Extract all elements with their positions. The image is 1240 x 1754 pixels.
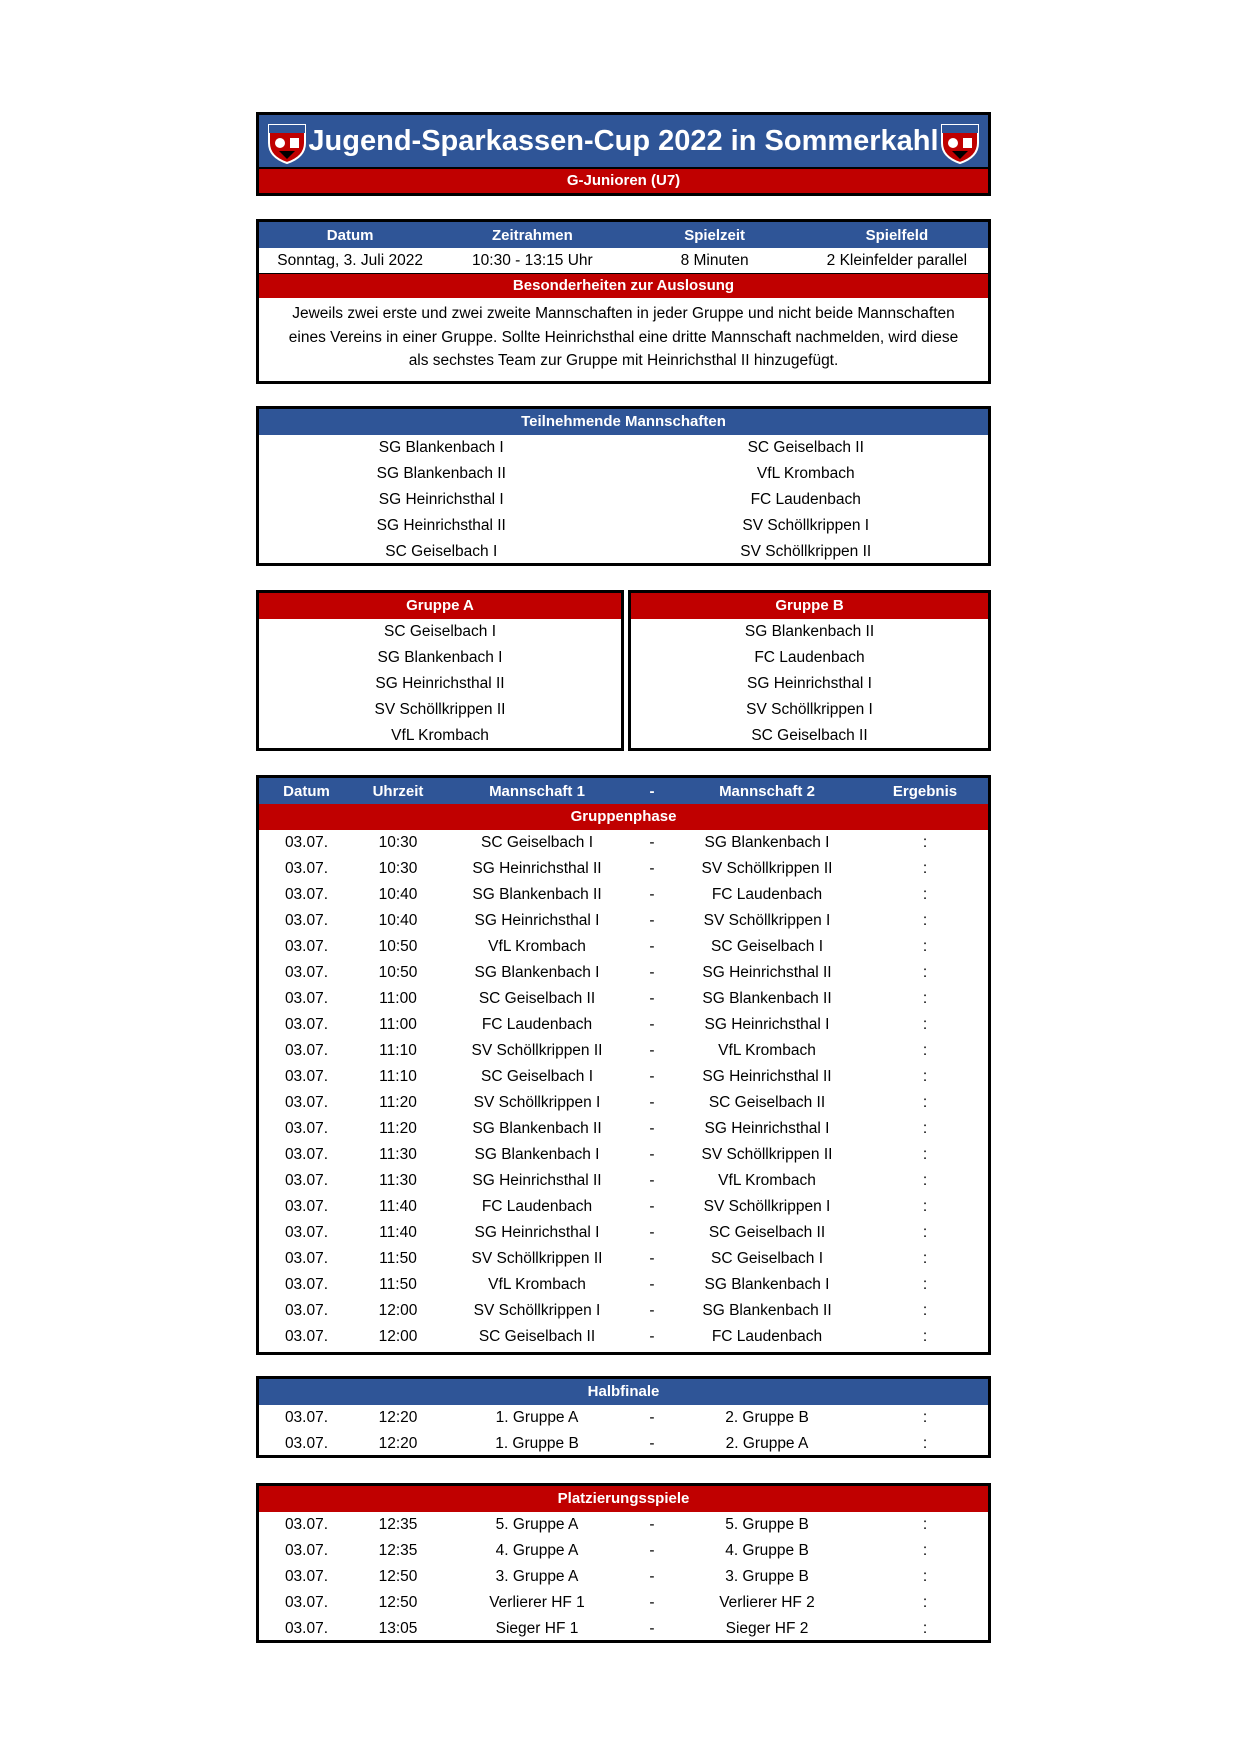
match-team2: 3. Gruppe B [725,1568,809,1585]
match-date: 03.07. [284,860,329,877]
teams-title: Teilnehmende Mannschaften [259,409,988,435]
match-date: 03.07. [284,1620,329,1637]
match-team2: SG Heinrichsthal I [704,1120,830,1137]
match-team1: SC Geiselbach I [481,834,593,851]
match-result: : [922,1068,928,1085]
match-time: 10:30 [378,834,418,851]
match-row [259,1616,988,1642]
match-team1: SG Blankenbach II [472,1120,602,1137]
match-team1: SG Blankenbach II [472,886,602,903]
match-date: 03.07. [284,1146,329,1163]
match-team1: 3. Gruppe A [495,1568,579,1585]
match-time: 10:40 [378,886,418,903]
match-row [259,1064,988,1090]
group-a-list [259,619,621,749]
info-header-field: Spielfeld [865,226,929,244]
match-team2: Verlierer HF 2 [719,1594,815,1611]
match-dash: - [649,1594,655,1611]
match-time: 11:40 [379,1198,417,1215]
match-team1: 4. Gruppe A [495,1542,579,1559]
match-team1: SG Blankenbach I [474,964,600,981]
match-dash: - [649,1120,655,1137]
match-row [259,1405,988,1431]
match-row [259,1012,988,1038]
match-team1: SC Geiselbach I [481,1068,593,1085]
schedule-header-row [259,778,988,804]
match-date: 03.07. [284,990,329,1007]
title-box [256,112,991,196]
match-date: 03.07. [284,1042,329,1059]
match-row [259,1538,988,1564]
placement-match-list [259,1512,988,1642]
group-a-box [256,590,624,751]
match-row [259,1272,988,1298]
team-name: SC Geiselbach II [747,439,864,456]
match-time: 10:40 [378,912,418,929]
match-team2: SV Schöllkrippen I [703,1198,831,1215]
match-dash: - [649,1094,655,1111]
match-row [259,1142,988,1168]
group-b-team: FC Laudenbach [754,649,865,666]
special-line: eines Vereins in einer Gruppe. Sollte Heinrichsthal eine dritte Mannschaft nachmelden, wird diese [288,328,959,346]
semifinal-title: Halbfinale [259,1379,988,1405]
match-date: 03.07. [284,1016,329,1033]
team-name: SV Schöllkrippen I [742,517,870,534]
group-b-title: Gruppe B [631,593,988,619]
group-b-team: SV Schöllkrippen I [746,701,873,718]
group-b-team: SC Geiselbach II [751,727,868,744]
match-team1: SC Geiselbach II [478,1328,596,1345]
match-date: 03.07. [284,1409,329,1426]
match-date: 03.07. [284,964,329,981]
match-team1: SV Schöllkrippen II [471,1250,603,1267]
match-team2: 5. Gruppe B [725,1516,809,1533]
special-title: Besonderheiten zur Auslosung [259,274,988,298]
match-dash: - [649,964,655,981]
match-time: 12:50 [378,1594,418,1611]
match-time: 11:50 [379,1250,417,1267]
match-row [259,882,988,908]
info-box [256,219,991,384]
match-team2: FC Laudenbach [711,1328,823,1345]
match-team2: Sieger HF 2 [725,1620,809,1637]
match-dash: - [649,1435,655,1452]
group-a-team: SV Schöllkrippen II [374,701,506,718]
match-time: 11:30 [379,1146,417,1163]
info-header-row [259,222,988,248]
match-result: : [922,912,928,929]
match-team2: SG Blankenbach I [704,834,830,851]
group-a-team: SG Heinrichsthal II [375,675,505,692]
match-team2: SG Blankenbach II [702,1302,832,1319]
special-text [259,298,988,377]
match-time: 13:05 [378,1620,418,1637]
match-team1: SG Heinrichsthal I [474,1224,600,1241]
match-team2: 2. Gruppe A [725,1435,809,1452]
group-match-list [259,830,988,1350]
match-date: 03.07. [284,1542,329,1559]
match-date: 03.07. [284,1568,329,1585]
special-line: Jeweils zwei erste und zwei zweite Mannschaften in jeder Gruppe und nicht beide Mannschaften [292,305,955,322]
info-date: Sonntag, 3. Juli 2022 [277,251,423,269]
info-header-timeframe: Zeitrahmen [491,226,573,244]
match-team1: SV Schöllkrippen I [473,1302,601,1319]
team-name: SG Heinrichsthal I [378,491,504,508]
match-time: 12:20 [378,1409,418,1426]
match-row [259,908,988,934]
match-row [259,1298,988,1324]
group-b-box [628,590,991,751]
header-team2: Mannschaft 2 [719,782,815,800]
match-dash: - [649,938,655,955]
match-team2: 2. Gruppe B [725,1409,809,1426]
match-date: 03.07. [284,1302,329,1319]
match-dash: - [649,1542,655,1559]
match-date: 03.07. [284,1120,329,1137]
team-name: FC Laudenbach [750,491,861,508]
match-dash: - [649,912,655,929]
match-time: 12:00 [378,1302,418,1319]
header-time: Uhrzeit [372,782,424,800]
match-team2: SC Geiselbach I [711,1250,823,1267]
subtitle: G-Junioren (U7) [259,169,988,193]
page-title: Jugend-Sparkassen-Cup 2022 in Sommerkahl [308,124,939,157]
match-date: 03.07. [284,1276,329,1293]
match-team1: SC Geiselbach II [478,990,596,1007]
match-result: : [922,1568,928,1585]
match-time: 11:50 [379,1276,417,1293]
match-result: : [922,964,928,981]
match-row [259,856,988,882]
match-result: : [922,1594,928,1611]
match-team1: VfL Krombach [488,938,586,955]
match-time: 12:50 [378,1568,418,1585]
match-result: : [922,1302,928,1319]
match-time: 11:40 [379,1224,417,1241]
info-timeframe: 10:30 - 13:15 Uhr [472,251,593,269]
match-time: 10:50 [378,938,418,955]
match-date: 03.07. [284,938,329,955]
match-dash: - [649,1409,655,1426]
match-team1: SG Heinrichsthal II [472,1172,602,1189]
team-name: VfL Krombach [756,465,855,482]
teams-left-column [259,435,624,565]
semifinal-box [256,1376,991,1458]
match-dash: - [649,1042,655,1059]
match-dash: - [649,1516,655,1533]
match-result: : [922,1276,928,1293]
match-row [259,1116,988,1142]
teams-grid [259,435,988,565]
match-team2: SG Heinrichsthal II [702,964,832,981]
match-dash: - [649,990,655,1007]
group-b-list [631,619,988,749]
match-dash: - [649,834,655,851]
group-a-team: SC Geiselbach I [384,623,496,640]
match-team1: Verlierer HF 1 [489,1594,585,1611]
match-time: 10:50 [378,964,418,981]
match-result: : [922,990,928,1007]
placement-box [256,1483,991,1643]
header-team1: Mannschaft 1 [489,782,585,800]
match-date: 03.07. [284,1435,329,1452]
match-result: : [922,1042,928,1059]
match-team1: FC Laudenbach [481,1198,593,1215]
match-dash: - [649,1224,655,1241]
match-team2: SC Geiselbach II [708,1224,826,1241]
match-team1: 1. Gruppe A [495,1409,579,1426]
match-row [259,934,988,960]
group-phase-box [256,775,991,1355]
match-team2: SV Schöllkrippen I [703,912,831,929]
match-team2: SG Blankenbach II [702,990,832,1007]
match-result: : [922,1016,928,1033]
match-dash: - [649,1198,655,1215]
match-team2: SV Schöllkrippen II [701,1146,833,1163]
team-name: SG Blankenbach I [378,439,504,456]
match-team1: VfL Krombach [488,1276,586,1293]
match-date: 03.07. [284,1594,329,1611]
match-dash: - [649,1302,655,1319]
match-date: 03.07. [284,886,329,903]
match-team1: SG Heinrichsthal II [472,860,602,877]
match-team2: VfL Krombach [718,1042,816,1059]
match-date: 03.07. [284,1068,329,1085]
match-row [259,986,988,1012]
match-result: : [922,1409,928,1426]
match-result: : [922,1250,928,1267]
match-dash: - [649,860,655,877]
match-time: 11:30 [379,1172,417,1189]
header-date: Datum [283,782,330,800]
match-row [259,1246,988,1272]
match-result: : [922,1542,928,1559]
group-b-team: SG Heinrichsthal I [747,675,872,692]
special-line: als sechstes Team zur Gruppe mit Heinrichsthal II hinzugefügt. [408,352,839,369]
match-row [259,1194,988,1220]
teams-box [256,406,991,566]
match-dash: - [649,1016,655,1033]
match-result: : [922,1435,928,1452]
match-dash: - [649,1276,655,1293]
teams-right-column [624,435,989,565]
match-row [259,1590,988,1616]
match-row [259,1431,988,1457]
match-result: : [922,834,928,851]
match-team1: FC Laudenbach [481,1016,593,1033]
match-time: 11:20 [379,1094,417,1111]
match-date: 03.07. [284,1172,329,1189]
match-result: : [922,1172,928,1189]
info-header-date: Datum [326,226,374,244]
match-time: 12:00 [378,1328,418,1345]
match-dash: - [649,1146,655,1163]
semifinal-match-list [259,1405,988,1457]
match-team1: SV Schöllkrippen II [471,1042,603,1059]
match-result: : [922,860,928,877]
match-row [259,1038,988,1064]
match-team1: 5. Gruppe A [495,1516,579,1533]
match-dash: - [649,1568,655,1585]
match-date: 03.07. [284,834,329,851]
match-dash: - [649,1328,655,1345]
match-team2: FC Laudenbach [711,886,823,903]
match-row [259,1512,988,1538]
club-crest-icon [938,119,982,165]
match-time: 11:00 [379,1016,417,1033]
match-result: : [922,1620,928,1637]
match-result: : [922,1094,928,1111]
match-result: : [922,1328,928,1345]
match-time: 12:35 [378,1542,418,1559]
match-result: : [922,886,928,903]
team-name: SG Blankenbach II [376,465,506,482]
match-time: 11:10 [379,1042,417,1059]
match-dash: - [649,1620,655,1637]
match-team2: SV Schöllkrippen II [701,860,833,877]
match-row [259,1090,988,1116]
match-result: : [922,938,928,955]
match-row [259,1324,988,1350]
match-team2: 4. Gruppe B [725,1542,809,1559]
match-team1: 1. Gruppe B [495,1435,579,1452]
info-values-row [259,248,988,274]
team-name: SC Geiselbach I [385,543,498,560]
group-a-team: VfL Krombach [391,727,489,744]
match-team2: SG Blankenbach I [704,1276,830,1293]
match-date: 03.07. [284,912,329,929]
match-date: 03.07. [284,1250,329,1267]
team-name: SV Schöllkrippen II [740,543,872,560]
match-dash: - [649,1250,655,1267]
match-time: 11:00 [379,990,417,1007]
match-date: 03.07. [284,1224,329,1241]
match-time: 10:30 [378,860,418,877]
match-team2: VfL Krombach [718,1172,816,1189]
match-team1: SV Schöllkrippen I [473,1094,601,1111]
title-bar [259,115,988,169]
club-crest-icon [265,119,309,165]
match-dash: - [649,1068,655,1085]
match-dash: - [649,1172,655,1189]
match-team2: SC Geiselbach I [711,938,823,955]
group-b-team: SG Blankenbach II [744,623,875,640]
match-date: 03.07. [284,1198,329,1215]
team-name: SG Heinrichsthal II [376,517,506,534]
match-result: : [922,1516,928,1533]
match-result: : [922,1198,928,1215]
match-row [259,1564,988,1590]
match-time: 11:20 [379,1120,417,1137]
placement-title: Platzierungsspiele [259,1486,988,1512]
group-a-title: Gruppe A [259,593,621,619]
match-team2: SC Geiselbach II [708,1094,826,1111]
match-team1: SG Heinrichsthal I [474,912,600,929]
match-dash: - [649,886,655,903]
match-team1: Sieger HF 1 [495,1620,579,1637]
match-date: 03.07. [284,1328,329,1345]
header-result: Ergebnis [892,782,958,800]
match-team1: SG Blankenbach I [474,1146,600,1163]
header-dash: - [649,782,655,800]
group-phase-title: Gruppenphase [259,804,988,830]
match-row [259,830,988,856]
match-time: 12:20 [378,1435,418,1452]
match-date: 03.07. [284,1516,329,1533]
match-date: 03.07. [284,1094,329,1111]
info-playtime: 8 Minuten [680,251,749,269]
match-result: : [922,1146,928,1163]
match-result: : [922,1120,928,1137]
match-row [259,960,988,986]
match-result: : [922,1224,928,1241]
group-a-team: SG Blankenbach I [377,649,503,666]
match-row [259,1168,988,1194]
match-team2: SG Heinrichsthal II [702,1068,832,1085]
match-time: 12:35 [378,1516,418,1533]
match-team2: SG Heinrichsthal I [704,1016,830,1033]
match-row [259,1220,988,1246]
info-header-playtime: Spielzeit [684,226,746,244]
match-time: 11:10 [379,1068,417,1085]
info-field: 2 Kleinfelder parallel [826,251,968,269]
